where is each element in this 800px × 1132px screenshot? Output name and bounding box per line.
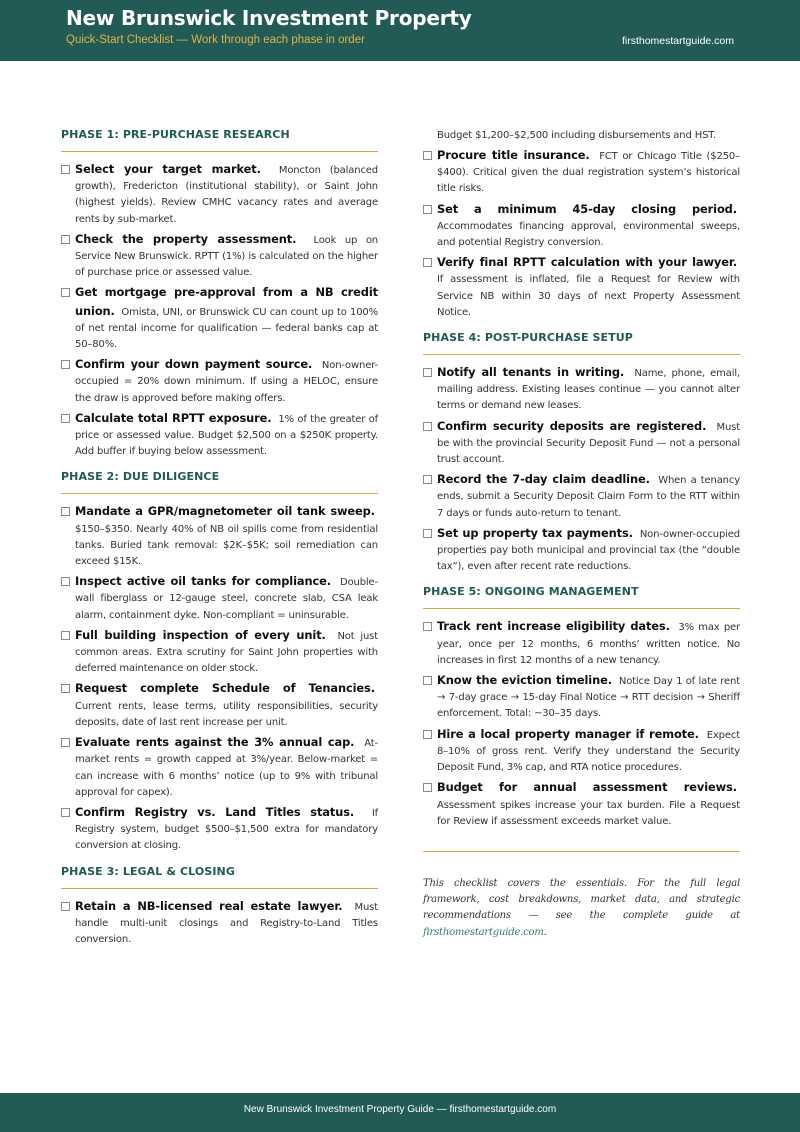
left-column [61, 128, 378, 951]
footer-text: New Brunswick Investment Property Guide — firsthomestartguide.com [243, 1104, 557, 1115]
item-body: At-market rents = growth capped at 3%/year. Below-market = can increase with 6 months’ notice (up to 9% with tribunal approval for capex). [75, 738, 378, 798]
checkbox-icon[interactable] [61, 288, 70, 297]
item-title: Set a minimum 45-day closing period. [437, 201, 737, 216]
checklist-item [61, 804, 378, 855]
phase-title: PHASE 5: ONGOING MANAGEMENT [423, 585, 740, 609]
phase-title: PHASE 4: POST-PURCHASE SETUP [423, 331, 740, 355]
phase-4 [423, 331, 740, 575]
checklist-item [423, 418, 740, 469]
item-title: Inspect active oil tanks for compliance. [75, 574, 331, 589]
phase-2 [61, 470, 378, 854]
checklist-item [61, 573, 378, 624]
checkbox-icon[interactable] [61, 577, 70, 586]
item-body: Not just common areas. Extra scrutiny for Saint John properties with deferred maintenance on older stock. [75, 630, 379, 675]
item-body: Assessment spikes increase your tax burden. File a Request for Review if assessment exceeds market value. [437, 799, 740, 827]
page-subtitle: Quick-Start Checklist — Work through each phase in order [66, 34, 365, 46]
checkbox-icon[interactable] [423, 529, 432, 538]
item-title: Mandate a GPR/magnetometer oil tank sweep. [75, 504, 375, 519]
item-body: Non-owner-occupied properties pay both municipal and provincial tax (the “double tax”), even after recent rate reductions. [437, 528, 741, 573]
checklist-item [423, 726, 740, 777]
right-column [423, 128, 740, 941]
checkbox-icon[interactable] [423, 475, 432, 484]
checkbox-icon[interactable] [423, 258, 432, 267]
checklist-item [61, 161, 378, 228]
item-title: Record the 7-day claim deadline. [437, 472, 650, 487]
checklist-item [423, 779, 740, 830]
item-body: Must be with the provincial Security Deposit Fund — not a personal trust account. [437, 421, 741, 466]
header-url: firsthomestartguide.com [621, 35, 734, 47]
item-title: Select your target market. [75, 162, 261, 176]
item-title: Know the eviction timeline. [437, 673, 612, 688]
checkbox-icon[interactable] [61, 414, 70, 423]
item-title: Track rent increase eligibility dates. [437, 619, 670, 634]
item-body: 3% max per year, once per 12 months, 6 months’ written notice. No increases in first 12 months of a new tenancy. [437, 622, 740, 666]
item-body: Non-owner-occupied = 20% down minimum. If using a HELOC, ensure the draw is approved before making offers. [75, 360, 378, 404]
checklist-item [61, 410, 378, 461]
checklist-item [61, 231, 378, 282]
checklist-item [423, 254, 740, 321]
checklist-item [61, 503, 378, 570]
checklist-item [61, 734, 378, 801]
phase-title: PHASE 3: LEGAL & CLOSING [61, 865, 378, 889]
checkbox-icon[interactable] [423, 730, 432, 739]
checkbox-icon[interactable] [423, 368, 432, 377]
item-body: 1% of the greater of price or assessed value. Budget $2,500 on a $250K property. Add buffer if buying below assessment. [75, 413, 378, 458]
item-title: Confirm your down payment source. [75, 357, 313, 372]
checkbox-icon[interactable] [423, 622, 432, 631]
checkbox-icon[interactable] [61, 808, 70, 817]
checklist-item [61, 356, 378, 407]
item-body: Expect 8–10% of gross rent. Verify they understand the Security Deposit Fund, 3% cap, and RTA notice procedures. [437, 729, 740, 774]
item-title: Set up property tax payments. [437, 525, 633, 540]
item-title: Confirm Registry vs. Land Titles status. [75, 804, 355, 819]
item-title: Retain a NB-licensed real estate lawyer. [75, 898, 343, 913]
item-body: Must handle multi-unit closings and Registry-to-Land Titles conversion. [75, 901, 378, 945]
page-title: New Brunswick Investment Property [66, 6, 472, 30]
phase-3-continued [423, 128, 740, 321]
checkbox-icon[interactable] [61, 738, 70, 747]
item-body: Omista, UNI, or Brunswick CU can count up to 100% of net rental income for qualification — federal banks cap at 50–80%. [75, 306, 379, 351]
item-title: Verify final RPTT calculation with your lawyer. [437, 255, 737, 270]
divider [423, 851, 740, 852]
item-title: Evaluate rents against the 3% annual cap. [75, 735, 355, 750]
item-body: FCT or Chicago Title ($250–$400). Critical given the dual registration system’s historical title risks. [437, 151, 740, 195]
item-body-continued: Budget $1,200–$2,500 including disbursements and HST. [437, 130, 717, 141]
checklist-item [423, 147, 740, 198]
checklist-item [61, 680, 378, 731]
checklist-item [423, 364, 740, 415]
item-body: Current rents, lease terms, utility responsibilities, security deposits, date of last rent increase per unit. [75, 700, 378, 728]
phase-title: PHASE 2: DUE DILIGENCE [61, 470, 378, 494]
item-body: Double-wall fiberglass or 12-gauge steel, concrete slab, CSA leak alarm, containment dyke. Non-compliant = uninsurable. [75, 577, 379, 621]
checkbox-icon[interactable] [61, 902, 70, 911]
checklist-item [61, 284, 378, 353]
item-title: Procure title insurance. [437, 148, 590, 162]
page-header [0, 0, 800, 61]
item-title: Full building inspection of every unit. [75, 627, 326, 642]
closing-text: This checklist covers the essentials. For the full legal framework, cost breakdowns, market data, and strategic recommendations — see the complete guide at [423, 877, 740, 922]
checkbox-icon[interactable] [61, 235, 70, 244]
item-body: Notice Day 1 of late rent → 7-day grace → 15-day Final Notice → RTT decision → Sheriff enforcement. Total: ~30–35 days. [437, 676, 740, 720]
item-title: Confirm security deposits are registered. [437, 418, 707, 433]
checklist-item [423, 201, 740, 252]
checklist-item [423, 525, 740, 576]
item-title: Budget for annual assessment reviews. [437, 780, 737, 795]
phase-title: PHASE 1: PRE-PURCHASE RESEARCH [61, 128, 378, 152]
item-body: Moncton (balanced growth), Fredericton (institutional stability), or Saint John (highest yields). Review CMHC vacancy rates and average rents by sub-market. [75, 165, 378, 225]
phase-5 [423, 585, 740, 829]
checkbox-icon[interactable] [423, 422, 432, 431]
item-body: $150–$350. Nearly 40% of NB oil spills come from residential tanks. Buried tank removal: $2K–$5K; soil remediation can exceed $15K. [75, 523, 378, 568]
phase-1 [61, 128, 378, 460]
checklist-item [423, 672, 740, 723]
checkbox-icon[interactable] [61, 507, 70, 516]
checklist-item [423, 471, 740, 522]
checkbox-icon[interactable] [423, 205, 432, 214]
page-footer [0, 1093, 800, 1132]
checkbox-icon[interactable] [61, 631, 70, 640]
closing-end: . [543, 926, 547, 938]
checklist-item [61, 627, 378, 678]
checkbox-icon[interactable] [423, 676, 432, 685]
checkbox-icon[interactable] [423, 783, 432, 792]
item-body: If assessment is inflated, file a Request for Review with Service NB within 30 days of next Property Assessment Notice. [437, 274, 740, 318]
item-title: Hire a local property manager if remote. [437, 726, 699, 741]
phase-3 [61, 865, 378, 949]
item-body: Accommodates financing approval, environmental sweeps, and potential Registry conversion. [437, 220, 740, 249]
checklist-item [423, 618, 740, 669]
item-title: Check the property assessment. [75, 231, 297, 246]
item-body: Name, phone, email, mailing address. Existing leases continue — you cannot alter terms or demand new leases. [437, 368, 740, 412]
item-body: When a tenancy ends, submit a Security Deposit Claim Form to the RTT within 7 days or funds auto-return to tenant. [437, 475, 740, 519]
item-title: Notify all tenants in writing. [437, 365, 625, 380]
checklist-item [61, 898, 378, 949]
checkbox-icon[interactable] [61, 360, 70, 369]
checkbox-icon[interactable] [61, 684, 70, 693]
guide-link[interactable]: firsthomestartguide.com [423, 926, 544, 938]
item-title: Get mortgage pre-approval from a NB credit union. [75, 285, 378, 318]
item-body: Look up on Service New Brunswick. RPTT (1%) is calculated on the higher of purchase price or assessed value. [75, 234, 378, 279]
item-title: Calculate total RPTT exposure. [75, 410, 272, 425]
checkbox-icon[interactable] [423, 151, 432, 160]
checkbox-icon[interactable] [61, 165, 70, 174]
item-title: Request complete Schedule of Tenancies. [75, 681, 375, 696]
closing-note [423, 876, 740, 941]
item-body: If Registry system, budget $500–$1,500 extra for mandatory conversion at closing. [75, 807, 378, 852]
